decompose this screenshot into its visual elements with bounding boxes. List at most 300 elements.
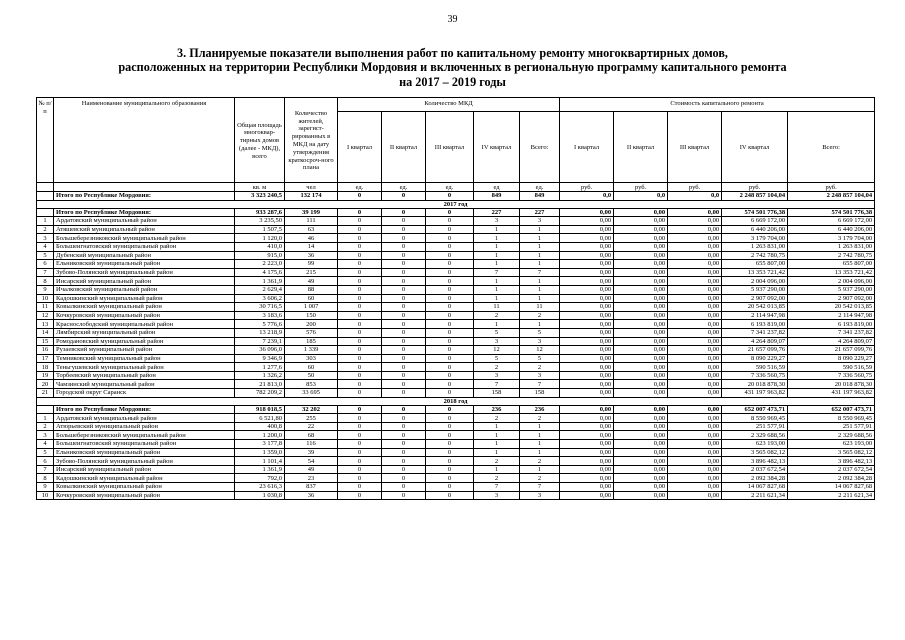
table-cell: 0 [426, 311, 474, 320]
table-cell: 0,00 [614, 371, 668, 380]
table-cell: 227 [520, 208, 560, 217]
year-label: 2018 год [37, 397, 875, 405]
unit-cell: ед. [382, 183, 426, 192]
table-cell [37, 192, 54, 201]
table-cell: 13 [37, 320, 54, 329]
table-cell [37, 183, 54, 192]
table-cell: 623 193,00 [788, 440, 875, 449]
table-cell: 60 [285, 294, 338, 303]
table-cell: 0 [338, 363, 382, 372]
table-cell: 0,00 [668, 491, 722, 500]
table-cell: 7 [520, 380, 560, 389]
table-cell: 590 516,59 [788, 363, 875, 372]
table-cell: 0 [382, 285, 426, 294]
table-cell: 0,00 [560, 294, 614, 303]
table-cell: 0,00 [668, 242, 722, 251]
table-cell: 0,00 [614, 346, 668, 355]
table-cell: 50 [285, 371, 338, 380]
table-cell: 2 [37, 225, 54, 234]
table-cell: 0 [426, 465, 474, 474]
table-cell: 0 [382, 192, 426, 201]
table-cell: 7 341 237,82 [722, 328, 788, 337]
table-cell: 4 264 809,07 [788, 337, 875, 346]
table-cell: 1 [520, 440, 560, 449]
table-cell: 0 [338, 251, 382, 260]
table-cell: 0 [426, 448, 474, 457]
table-cell: 0,00 [560, 303, 614, 312]
table-cell: 1 [520, 448, 560, 457]
table-cell: Ромодановский муниципальный район [54, 337, 235, 346]
table-cell: 15 [37, 337, 54, 346]
table-cell: 1 [520, 234, 560, 243]
table-cell: 0 [426, 414, 474, 423]
table-cell: 0 [338, 457, 382, 466]
table-row [37, 457, 875, 466]
table-cell: 0,00 [560, 380, 614, 389]
table-cell: Лямбирский муниципальный район [54, 328, 235, 337]
table-cell: 1 [520, 242, 560, 251]
table-cell: 2 329 688,56 [722, 431, 788, 440]
header-q4: IV квартал [474, 112, 520, 183]
table-cell: 14 [285, 242, 338, 251]
table-cell: 0 [338, 380, 382, 389]
table-cell: 0,00 [560, 285, 614, 294]
grand-total-row [37, 192, 875, 201]
table-cell: 22 [285, 422, 338, 431]
table-cell: 7 341 237,82 [788, 328, 875, 337]
table-cell: 2 [474, 414, 520, 423]
table-cell: 8 090 229,27 [788, 354, 875, 363]
table-cell: 23 616,3 [235, 483, 285, 492]
table-cell: 0,00 [614, 285, 668, 294]
table-cell: 5 [474, 354, 520, 363]
table-cell: 0 [382, 389, 426, 398]
table-cell: 0 [338, 192, 382, 201]
table-cell: 7 [520, 268, 560, 277]
table-cell: 0 [338, 465, 382, 474]
table-cell: 853 [285, 380, 338, 389]
table-row [37, 440, 875, 449]
table-cell: 2 037 672,54 [788, 465, 875, 474]
table-row [37, 337, 875, 346]
table-cell: 9 346,9 [235, 354, 285, 363]
table-cell: 227 [474, 208, 520, 217]
table-cell: 0,00 [614, 337, 668, 346]
table-cell: 158 [520, 389, 560, 398]
table-cell: Кадошкинский муниципальный район [54, 474, 235, 483]
table-cell: 0,00 [614, 251, 668, 260]
table-cell: 0 [426, 346, 474, 355]
table-cell: 3 565 082,12 [788, 448, 875, 457]
table-cell: Рузаевский муниципальный район [54, 346, 235, 355]
table-row [37, 277, 875, 286]
table-cell: 16 [37, 346, 54, 355]
table-cell: 0 [426, 431, 474, 440]
table-cell: 3 [474, 371, 520, 380]
table-cell: 0,00 [614, 225, 668, 234]
table-cell: 2 [37, 422, 54, 431]
table-cell: 0 [338, 225, 382, 234]
table-cell: 0,00 [614, 363, 668, 372]
table-cell: 1 [520, 422, 560, 431]
table-cell: 655 807,00 [788, 260, 875, 269]
table-cell: 0,00 [668, 303, 722, 312]
table-cell: 60 [285, 363, 338, 372]
table-cell: Атюрьевский муниципальный район [54, 422, 235, 431]
table-cell: 7 [37, 465, 54, 474]
table-cell: 0 [382, 422, 426, 431]
units-row [37, 183, 875, 192]
table-cell: 0 [338, 422, 382, 431]
table-cell: 0,00 [560, 268, 614, 277]
table-cell: 0,00 [668, 483, 722, 492]
table-cell: 3 179 704,00 [722, 234, 788, 243]
table-cell: 2 629,4 [235, 285, 285, 294]
table-cell: 0 [382, 380, 426, 389]
table-cell: 3 179 704,00 [788, 234, 875, 243]
table-cell: 590 516,59 [722, 363, 788, 372]
table-cell: 1 120,0 [235, 234, 285, 243]
unit-cell: руб. [668, 183, 722, 192]
table-cell: 255 [285, 414, 338, 423]
table-row [37, 465, 875, 474]
table-cell: 0 [338, 483, 382, 492]
table-cell: 2 329 688,56 [788, 431, 875, 440]
table-cell: 2 211 621,34 [788, 491, 875, 500]
table-cell: 19 [37, 371, 54, 380]
table-cell: 0,00 [560, 337, 614, 346]
table-cell: 0 [426, 268, 474, 277]
table-cell: 0,00 [560, 328, 614, 337]
table-cell: 0,00 [668, 465, 722, 474]
table-cell: 0 [426, 474, 474, 483]
table-cell: Зубово-Полянский муниципальный район [54, 268, 235, 277]
table-cell: 0 [338, 389, 382, 398]
table-cell: 0,00 [668, 217, 722, 226]
table-cell: 0 [382, 225, 426, 234]
table-cell: Кочкуровский муниципальный район [54, 491, 235, 500]
table-cell: 0,00 [560, 491, 614, 500]
table-cell: 6 193 819,00 [788, 320, 875, 329]
table-row [37, 389, 875, 398]
table-cell: 7 [474, 483, 520, 492]
table-cell: 158 [474, 389, 520, 398]
table-cell: 3 323 240,5 [235, 192, 285, 201]
table-row [37, 285, 875, 294]
table-cell: 3 177,8 [235, 440, 285, 449]
table-cell: 2 907 092,00 [788, 294, 875, 303]
table-cell: 0 [382, 294, 426, 303]
table-cell: 3 [474, 491, 520, 500]
header-cost-group: Стоимость капитального ремонта [560, 98, 875, 112]
table-cell: 2 037 672,54 [722, 465, 788, 474]
table-cell: 0,00 [668, 354, 722, 363]
table-cell: 0,00 [614, 217, 668, 226]
table-cell: 20 018 878,30 [722, 380, 788, 389]
table-cell: 0 [426, 328, 474, 337]
table-cell: 2 092 384,28 [788, 474, 875, 483]
table-cell: 0 [382, 320, 426, 329]
table-cell: 2 114 947,98 [788, 311, 875, 320]
table-cell: 0,00 [668, 414, 722, 423]
table-cell: 1 [474, 431, 520, 440]
year-row [37, 200, 875, 208]
table-cell: 0 [338, 234, 382, 243]
table-cell: 6 669 172,00 [722, 217, 788, 226]
header-total: Всего: [520, 112, 560, 183]
table-cell: 0 [382, 311, 426, 320]
table-cell: 1 326,2 [235, 371, 285, 380]
table-row [37, 225, 875, 234]
table-cell: 12 [37, 311, 54, 320]
table-cell: 0 [382, 440, 426, 449]
table-cell: 2 211 621,34 [722, 491, 788, 500]
table-cell: 4 [37, 440, 54, 449]
table-cell: 0,00 [560, 431, 614, 440]
table-cell: 1 [474, 277, 520, 286]
table-cell: 5 [520, 328, 560, 337]
table-cell: 0,00 [668, 260, 722, 269]
table-cell: 0,00 [668, 440, 722, 449]
table-cell: 0 [426, 294, 474, 303]
table-cell: 30 716,5 [235, 303, 285, 312]
table-cell: 0 [382, 465, 426, 474]
table-cell: 410,0 [235, 242, 285, 251]
table-cell: 2 004 096,00 [788, 277, 875, 286]
table-cell: 3 565 082,12 [722, 448, 788, 457]
table-cell: 0 [426, 380, 474, 389]
table-cell: 0,00 [614, 380, 668, 389]
table-cell: 0 [382, 448, 426, 457]
table-cell: 0 [382, 354, 426, 363]
table-row [37, 380, 875, 389]
table-cell: 0 [426, 260, 474, 269]
table-cell: 0,00 [668, 337, 722, 346]
table-cell: 0 [382, 234, 426, 243]
table-cell: 1 007 [285, 303, 338, 312]
table-cell: 0,00 [668, 380, 722, 389]
table-cell: Ковылкинский муниципальный район [54, 303, 235, 312]
table-cell: 3 896 482,13 [788, 457, 875, 466]
table-cell: 0,00 [560, 440, 614, 449]
table-cell: 2 223,0 [235, 260, 285, 269]
table-cell: 0 [338, 217, 382, 226]
table-cell: 0 [338, 294, 382, 303]
header-area: Общая площадь многоквар-тирных домов (далее - МКД), всего [235, 98, 285, 183]
table-cell: 3 183,6 [235, 311, 285, 320]
table-cell: Чамзинский муниципальный район [54, 380, 235, 389]
table-cell: 0,00 [614, 405, 668, 414]
table-cell: 0,00 [560, 448, 614, 457]
table-cell: 3 [474, 337, 520, 346]
table-cell: 0 [338, 328, 382, 337]
table-cell: 0,00 [614, 268, 668, 277]
table-cell: 0 [338, 268, 382, 277]
table-cell: 150 [285, 311, 338, 320]
table-cell: 5 776,6 [235, 320, 285, 329]
table-cell: 0,0 [560, 192, 614, 201]
table-cell: 0 [426, 303, 474, 312]
table-cell: 20 [37, 380, 54, 389]
table-cell: 1 [520, 277, 560, 286]
table-cell: 0,00 [668, 389, 722, 398]
table-cell: 2 [474, 311, 520, 320]
table-cell: 1 [520, 465, 560, 474]
table-cell: 0,00 [668, 474, 722, 483]
table-cell: 116 [285, 440, 338, 449]
table-cell: 0,00 [668, 405, 722, 414]
table-cell: 0,00 [614, 354, 668, 363]
table-cell: 0 [338, 440, 382, 449]
table-cell: 0,00 [614, 242, 668, 251]
table-cell: 0 [426, 217, 474, 226]
table-cell: 3 [520, 337, 560, 346]
table-cell: 1 361,9 [235, 277, 285, 286]
table-cell: 1 359,0 [235, 448, 285, 457]
table-cell: 0,00 [560, 422, 614, 431]
table-cell: 0,00 [560, 474, 614, 483]
table-cell: 99 [285, 260, 338, 269]
table-cell: 0 [426, 405, 474, 414]
table-cell: 0 [382, 371, 426, 380]
table-cell: 1 [474, 242, 520, 251]
table-cell: 1 [520, 225, 560, 234]
table-cell: 2 004 096,00 [722, 277, 788, 286]
table-cell: 39 199 [285, 208, 338, 217]
table-cell: 0,00 [614, 422, 668, 431]
table-row [37, 448, 875, 457]
table-cell: 5 [37, 448, 54, 457]
table-cell: 3 [520, 491, 560, 500]
table-cell: Атяшевский муниципальный район [54, 225, 235, 234]
table-cell: 3 [520, 217, 560, 226]
table-row [37, 422, 875, 431]
table-cell: 0 [338, 371, 382, 380]
header-total-cost: Всего: [788, 112, 875, 183]
table-cell: 7 [474, 380, 520, 389]
table-cell: 13 353 721,42 [788, 268, 875, 277]
table-cell: 0 [426, 422, 474, 431]
table-cell: 9 [37, 285, 54, 294]
table-cell: 0 [382, 346, 426, 355]
table-cell: 849 [520, 192, 560, 201]
table-cell: 13 353 721,42 [722, 268, 788, 277]
header-q4-cost: IV квартал [722, 112, 788, 183]
table-cell: Ардатовский муниципальный район [54, 414, 235, 423]
table-cell: 837 [285, 483, 338, 492]
table-cell: 8 090 229,27 [722, 354, 788, 363]
table-cell: 0,00 [560, 483, 614, 492]
table-cell: Большеигнатовский муниципальный район [54, 242, 235, 251]
table-cell: 0 [338, 311, 382, 320]
table-cell: 1 [520, 320, 560, 329]
table-cell: 0,00 [668, 268, 722, 277]
table-cell: 0,00 [614, 491, 668, 500]
table-cell: 3 896 482,13 [722, 457, 788, 466]
table-cell: 236 [520, 405, 560, 414]
table-cell: 1 [474, 448, 520, 457]
table-cell: 0 [426, 371, 474, 380]
table-cell: 4 264 809,07 [722, 337, 788, 346]
table-cell: 0,00 [560, 457, 614, 466]
table-row [37, 354, 875, 363]
unit-cell: ед [474, 183, 520, 192]
table-cell: 0 [338, 242, 382, 251]
table-cell: 0,00 [668, 328, 722, 337]
table-cell: 0 [426, 208, 474, 217]
table-cell: 0 [338, 474, 382, 483]
table-cell: 0,00 [668, 371, 722, 380]
table-cell: 576 [285, 328, 338, 337]
table-cell: 88 [285, 285, 338, 294]
table-row [37, 363, 875, 372]
table-cell: 0,00 [560, 371, 614, 380]
table-cell: 655 807,00 [722, 260, 788, 269]
table-cell: 1 [474, 294, 520, 303]
table-cell: 46 [285, 234, 338, 243]
table-cell: 49 [285, 465, 338, 474]
table-cell: 574 501 776,38 [788, 208, 875, 217]
table-cell: 0 [382, 414, 426, 423]
table-cell: 0 [338, 405, 382, 414]
table-cell: 1 339 [285, 346, 338, 355]
title-line-1: 3. Планируемые показатели выполнения работ по капитальному ремонту многоквартирных домов, [177, 46, 728, 60]
table-cell: 0,00 [668, 320, 722, 329]
table-cell: 8 550 969,45 [722, 414, 788, 423]
header-q2-cost: II квартал [614, 112, 668, 183]
table-cell: 0,00 [560, 225, 614, 234]
table-cell: 0 [338, 354, 382, 363]
table-cell: 1 [474, 422, 520, 431]
table-cell: 0,00 [560, 251, 614, 260]
table-cell: 0 [426, 457, 474, 466]
table-cell: 0 [382, 208, 426, 217]
table-cell: 0 [382, 242, 426, 251]
unit-cell: ед. [520, 183, 560, 192]
unit-cell: чел [285, 183, 338, 192]
table-cell: 0 [382, 483, 426, 492]
table-cell: 0 [426, 337, 474, 346]
table-cell: Ковылкинский муниципальный район [54, 483, 235, 492]
table-cell: 10 [37, 294, 54, 303]
table-cell: 0,00 [668, 208, 722, 217]
table-cell: 0,00 [560, 208, 614, 217]
header-q1-cost: I квартал [560, 112, 614, 183]
table-cell: 1 [474, 285, 520, 294]
table-cell: 918 018,5 [235, 405, 285, 414]
table-cell: Инсарский муниципальный район [54, 277, 235, 286]
table-cell: Ардатовский муниципальный район [54, 217, 235, 226]
table-cell: 0,00 [668, 234, 722, 243]
table-cell: 0 [426, 491, 474, 500]
table-cell: 0,00 [614, 234, 668, 243]
table-cell: 3 606,2 [235, 294, 285, 303]
table-cell: 1 [520, 285, 560, 294]
table-cell: 0 [338, 320, 382, 329]
table-cell: 0,00 [560, 242, 614, 251]
table-cell: 0 [426, 354, 474, 363]
table-cell: 0 [382, 474, 426, 483]
table-cell: 2 248 857 104,04 [722, 192, 788, 201]
table-cell: 0,00 [668, 251, 722, 260]
table-row [37, 294, 875, 303]
table-cell: 782 209,2 [235, 389, 285, 398]
table-cell: Большеберезниковский муниципальный район [54, 234, 235, 243]
table-cell: 933 287,6 [235, 208, 285, 217]
table-cell: 1 507,5 [235, 225, 285, 234]
table-cell: 0,00 [614, 328, 668, 337]
table-cell: 0,00 [614, 440, 668, 449]
